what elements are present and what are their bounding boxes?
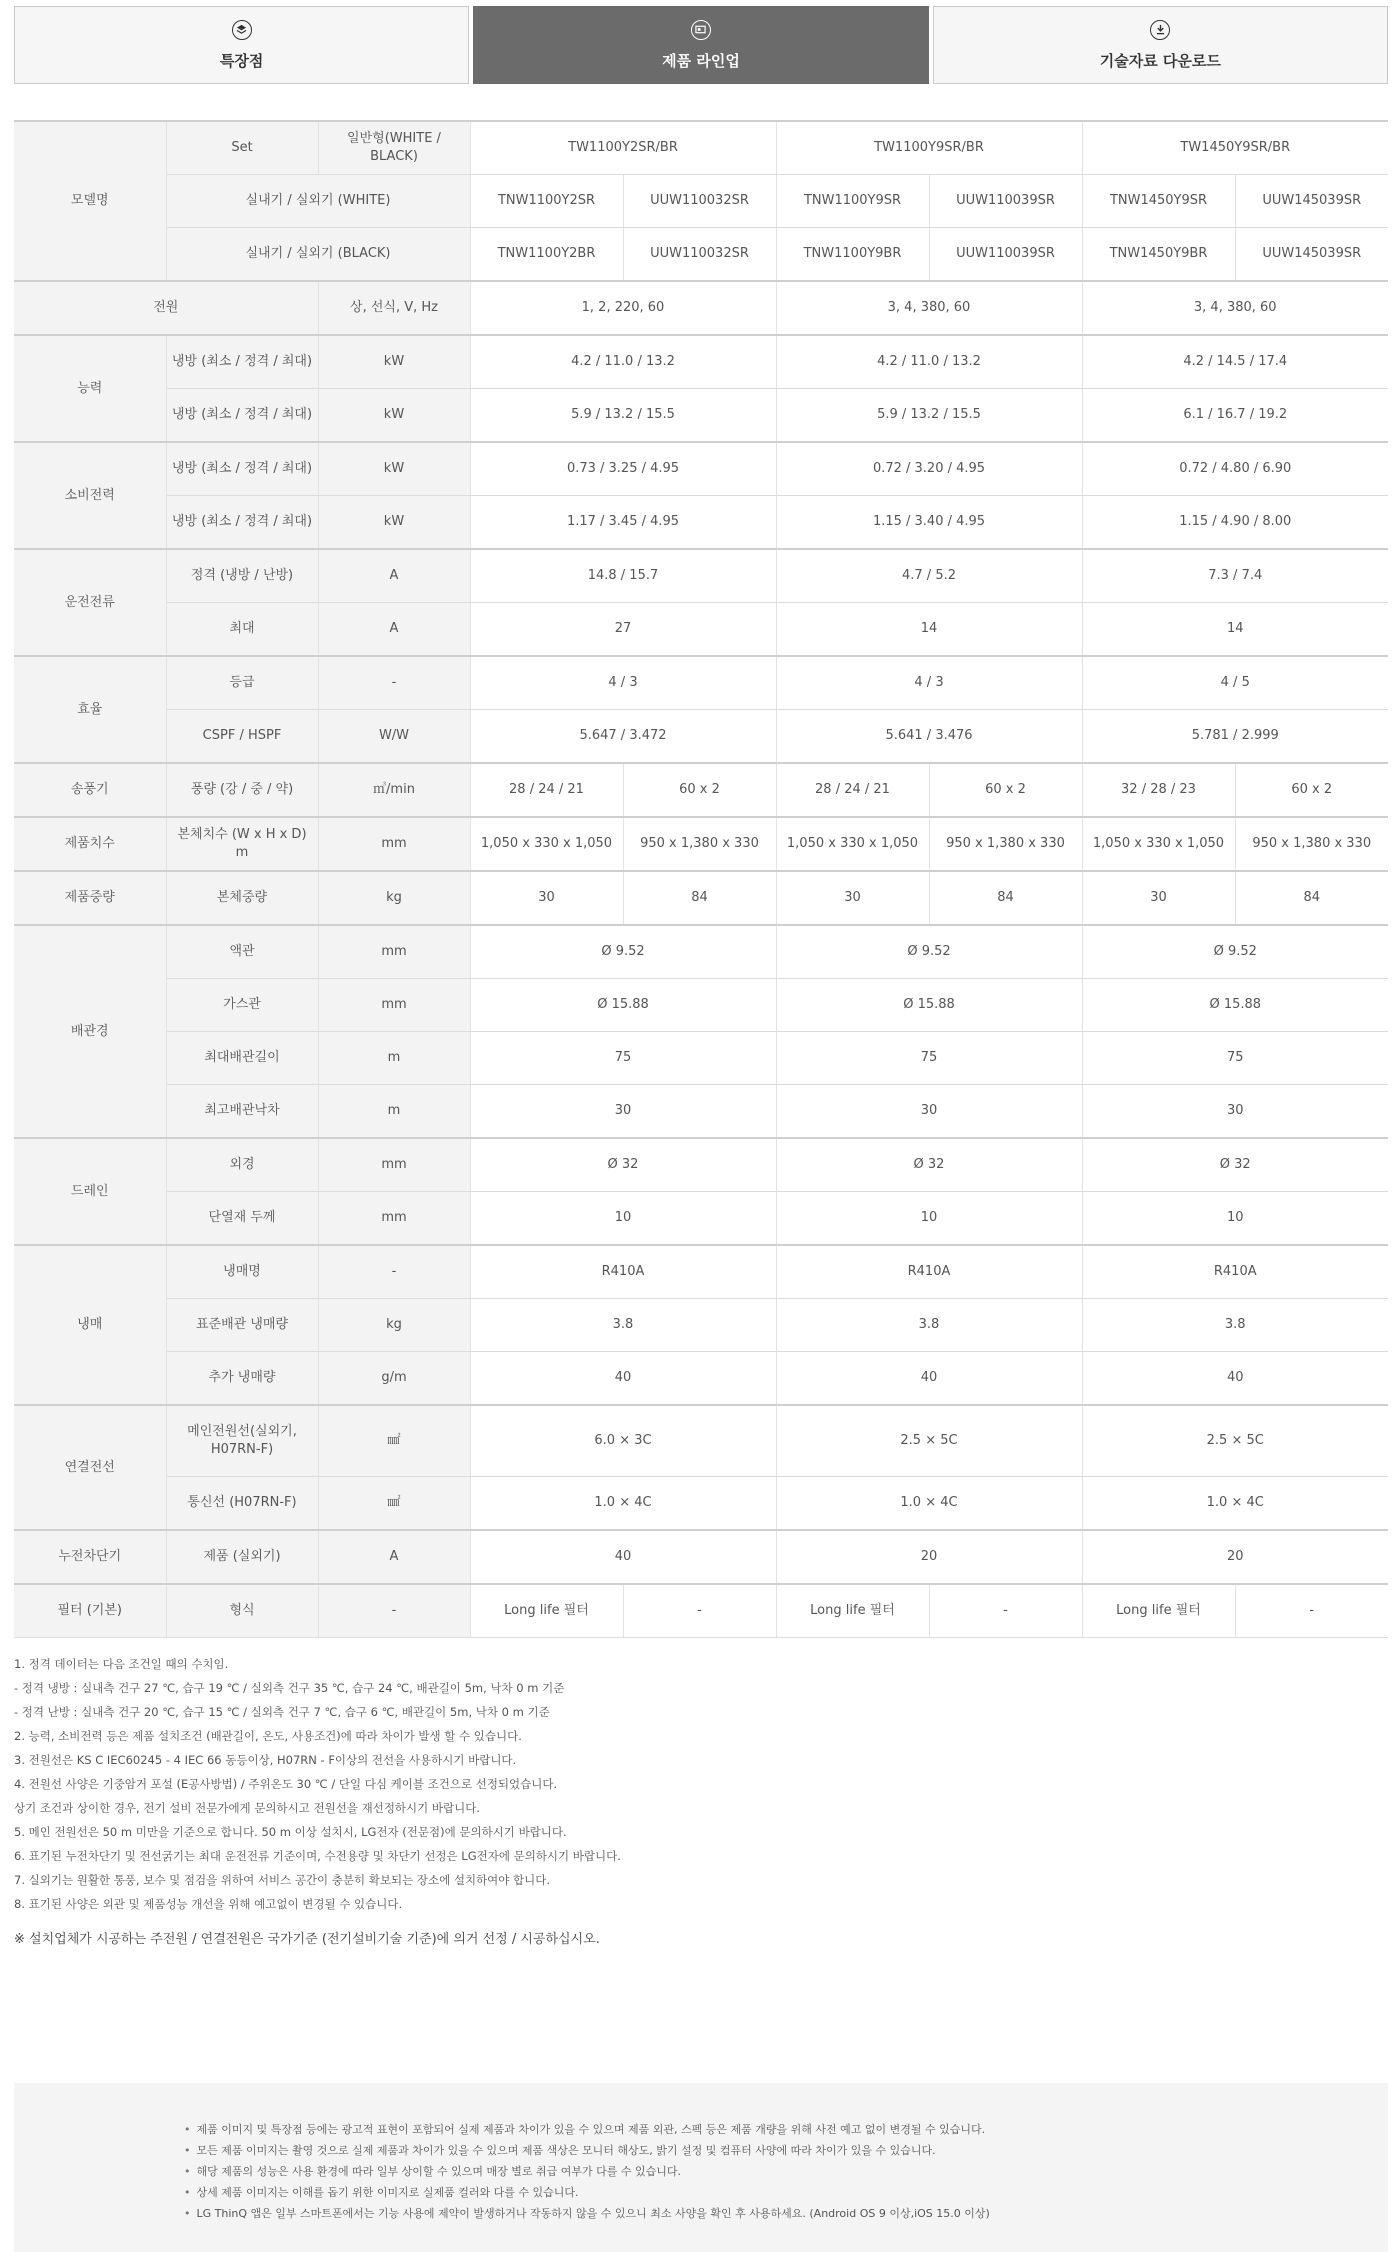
note-line: 4. 전원선 사양은 기중암거 포설 (E공사방법) / 주위온도 30 ℃ / 단일 다심 케이블 조건으로 선정되었습니다.	[14, 1777, 558, 1791]
spec-group: 효율	[14, 656, 166, 763]
spec-cell: Ø 9.52	[1082, 925, 1388, 979]
spec-label: 냉매명	[166, 1245, 318, 1299]
spec-row-refrigerant-standard	[14, 1299, 1388, 1352]
note-line: 3. 전원선은 KS C IEC60245 - 4 IEC 66 동등이상, H07RN - F이상의 전선을 사용하시기 바랍니다.	[14, 1753, 517, 1767]
spec-label: 제품 (실외기)	[166, 1530, 318, 1584]
spec-label: 냉방 (최소 / 정격 / 최대)	[166, 335, 318, 389]
spec-cell: 40	[470, 1352, 776, 1406]
spec-unit: ㎥/min	[318, 763, 470, 817]
spec-row-capacity-heating	[14, 389, 1388, 443]
spec-cell: Ø 32	[776, 1138, 1082, 1192]
spec-cell: 20	[776, 1530, 1082, 1584]
spec-cell: 10	[1082, 1192, 1388, 1246]
spec-label: 최대	[166, 603, 318, 657]
spec-cell: Long life 필터	[776, 1584, 929, 1638]
spec-cell: 60 x 2	[929, 763, 1082, 817]
spec-row-black	[14, 228, 1388, 282]
spec-cell: 1.17 / 3.45 / 4.95	[470, 496, 776, 550]
spec-row-wiring-main	[14, 1405, 1388, 1477]
spec-group: 제품치수	[14, 817, 166, 871]
spec-cell: 6.1 / 16.7 / 19.2	[1082, 389, 1388, 443]
spec-label: 풍량 (강 / 중 / 약)	[166, 763, 318, 817]
spec-cell: 75	[1082, 1032, 1388, 1085]
note-line: - 정격 냉방 : 실내측 건구 27 ℃, 습구 19 ℃ / 실외측 건구 35 ℃, 습구 24 ℃, 배관길이 5m, 낙차 0 m 기준	[14, 1681, 565, 1695]
spec-cell: R410A	[470, 1245, 776, 1299]
spec-group: 송풍기	[14, 763, 166, 817]
note-line: 1. 정격 데이터는 다음 조건일 때의 수치임.	[14, 1657, 229, 1671]
spec-cell: Ø 32	[1082, 1138, 1388, 1192]
spec-cell: TW1100Y9SR/BR	[776, 121, 1082, 175]
spec-cell: 75	[470, 1032, 776, 1085]
spec-cell: 1,050 x 330 x 1,050	[470, 817, 623, 871]
spec-row-efficiency-cspf	[14, 710, 1388, 764]
spec-cell: 10	[470, 1192, 776, 1246]
spec-label: Set	[166, 121, 318, 175]
spec-group: 운전전류	[14, 549, 166, 656]
spec-cell: 1,050 x 330 x 1,050	[1082, 817, 1235, 871]
spec-unit: kW	[318, 389, 470, 443]
spec-cell: -	[929, 1584, 1082, 1638]
spec-cell: 14.8 / 15.7	[470, 549, 776, 603]
spec-cell: 4.2 / 11.0 / 13.2	[470, 335, 776, 389]
spec-cell: -	[623, 1584, 776, 1638]
note-line: 상기 조건과 상이한 경우, 전기 설비 전문가에게 문의하시고 전원선을 재선정하시기 바랍니다.	[14, 1801, 481, 1815]
spec-cell: 3, 4, 380, 60	[1082, 281, 1388, 335]
spec-cell: 28 / 24 / 21	[470, 763, 623, 817]
spec-cell: 1.0 × 4C	[470, 1477, 776, 1531]
spec-row-filter	[14, 1584, 1388, 1638]
spec-row-power	[14, 281, 1388, 335]
spec-cell: 75	[776, 1032, 1082, 1085]
spec-row-consumption-heating	[14, 496, 1388, 550]
spec-cell: TNW1100Y2SR	[470, 175, 623, 228]
spec-label: 냉방 (최소 / 정격 / 최대)	[166, 442, 318, 496]
spec-unit: ㎟	[318, 1405, 470, 1477]
spec-cell: Long life 필터	[1082, 1584, 1235, 1638]
spec-cell: 4.2 / 14.5 / 17.4	[1082, 335, 1388, 389]
spec-group: 전원	[14, 281, 318, 335]
spec-cell: 0.72 / 4.80 / 6.90	[1082, 442, 1388, 496]
spec-label: 본체중량	[166, 871, 318, 925]
spec-row-capacity-cooling	[14, 335, 1388, 389]
spec-cell: 4 / 3	[776, 656, 1082, 710]
spec-cell: 4.2 / 11.0 / 13.2	[776, 335, 1082, 389]
spec-cell: 5.641 / 3.476	[776, 710, 1082, 764]
spec-row-piping-height	[14, 1085, 1388, 1139]
spec-row-piping-gas	[14, 979, 1388, 1032]
spec-label: 본체치수 (W x H x D) m	[166, 817, 318, 871]
spec-label: 액관	[166, 925, 318, 979]
spec-label: 단열재 두께	[166, 1192, 318, 1246]
spec-unit: mm	[318, 925, 470, 979]
spec-cell: 4 / 5	[1082, 656, 1388, 710]
spec-unit: g/m	[318, 1352, 470, 1406]
spec-unit: 상, 선식, V, Hz	[318, 281, 470, 335]
spec-cell: 30	[1082, 871, 1235, 925]
spec-cell: TNW1450Y9BR	[1082, 228, 1235, 282]
disclaimer-item: • 해당 제품의 성능은 사용 환경에 따라 일부 상이할 수 있으며 매장 별로 취급 여부가 다를 수 있습니다.	[184, 2161, 1388, 2182]
spec-unit: m	[318, 1032, 470, 1085]
spec-cell: 950 x 1,380 x 330	[1235, 817, 1388, 871]
spec-unit: mm	[318, 1192, 470, 1246]
spec-unit: m	[318, 1085, 470, 1139]
spec-cell: 1.15 / 3.40 / 4.95	[776, 496, 1082, 550]
spec-cell: 1.0 × 4C	[1082, 1477, 1388, 1531]
spec-unit: A	[318, 603, 470, 657]
spec-row-piping-length	[14, 1032, 1388, 1085]
spec-cell: 40	[776, 1352, 1082, 1406]
spec-unit: A	[318, 549, 470, 603]
spec-unit: mm	[318, 979, 470, 1032]
spec-label: 일반형(WHITE / BLACK)	[318, 121, 470, 175]
layers-icon	[232, 20, 252, 40]
spec-cell: UUW110039SR	[929, 175, 1082, 228]
spec-unit: mm	[318, 1138, 470, 1192]
spec-cell: Ø 32	[470, 1138, 776, 1192]
spec-cell: TW1100Y2SR/BR	[470, 121, 776, 175]
spec-group: 연결전선	[14, 1405, 166, 1530]
spec-label: 실내기 / 실외기 (BLACK)	[166, 228, 470, 282]
spec-cell: 28 / 24 / 21	[776, 763, 929, 817]
spec-cell: Ø 15.88	[776, 979, 1082, 1032]
spec-label: 외경	[166, 1138, 318, 1192]
spec-row-current-rated	[14, 549, 1388, 603]
spec-cell: 5.9 / 13.2 / 15.5	[470, 389, 776, 443]
spec-label: 가스관	[166, 979, 318, 1032]
spec-row-consumption-cooling	[14, 442, 1388, 496]
spec-cell: 30	[1082, 1085, 1388, 1139]
spec-cell: 950 x 1,380 x 330	[623, 817, 776, 871]
tab-label: 특장점	[219, 51, 264, 70]
spec-row-set	[14, 121, 1388, 175]
disclaimer-box	[14, 2083, 1388, 2252]
spec-row-size	[14, 817, 1388, 871]
spec-row-current-max	[14, 603, 1388, 657]
spec-label: 정격 (냉방 / 난방)	[166, 549, 318, 603]
spec-cell: 3, 4, 380, 60	[776, 281, 1082, 335]
spec-cell: 6.0 × 3C	[470, 1405, 776, 1477]
spec-cell: -	[1235, 1584, 1388, 1638]
spec-cell: Long life 필터	[470, 1584, 623, 1638]
spec-label: 냉방 (최소 / 정격 / 최대)	[166, 389, 318, 443]
spec-unit: -	[318, 1245, 470, 1299]
spec-unit: kW	[318, 442, 470, 496]
spec-cell: 40	[470, 1530, 776, 1584]
spec-group: 필터 (기본)	[14, 1584, 166, 1638]
note-line: 5. 메인 전원선은 50 m 미만을 기준으로 합니다. 50 m 이상 설치시, LG전자 (전문점)에 문의하시기 바랍니다.	[14, 1825, 567, 1839]
spec-cell: 20	[1082, 1530, 1388, 1584]
spec-label: 통신선 (H07RN-F)	[166, 1477, 318, 1531]
spec-unit: A	[318, 1530, 470, 1584]
spec-cell: 27	[470, 603, 776, 657]
note-line: 8. 표기된 사양은 외관 및 제품성능 개선을 위해 예고없이 변경될 수 있습니다.	[14, 1897, 403, 1911]
spec-cell: 5.781 / 2.999	[1082, 710, 1388, 764]
spec-label: 추가 냉매량	[166, 1352, 318, 1406]
spec-group: 소비전력	[14, 442, 166, 549]
spec-cell: TW1450Y9SR/BR	[1082, 121, 1388, 175]
spec-row-weight	[14, 871, 1388, 925]
spec-cell: 0.73 / 3.25 / 4.95	[470, 442, 776, 496]
spec-cell: 40	[1082, 1352, 1388, 1406]
tab-bar	[14, 6, 1388, 86]
note-line: 6. 표기된 누전차단기 및 전선굵기는 최대 운전전류 기준이며, 수전용량 및 차단기 선정은 LG전자에 문의하시기 바랍니다.	[14, 1849, 621, 1863]
spec-cell: R410A	[1082, 1245, 1388, 1299]
spec-cell: 3.8	[776, 1299, 1082, 1352]
spec-cell: Ø 9.52	[776, 925, 1082, 979]
spec-unit: mm	[318, 817, 470, 871]
spec-cell: 2.5 × 5C	[776, 1405, 1082, 1477]
spec-cell: 60 x 2	[623, 763, 776, 817]
spec-row-white	[14, 175, 1388, 228]
spec-cell: 14	[1082, 603, 1388, 657]
spec-cell: 1,050 x 330 x 1,050	[776, 817, 929, 871]
spec-cell: 950 x 1,380 x 330	[929, 817, 1082, 871]
spec-unit: -	[318, 1584, 470, 1638]
spec-cell: TNW1100Y9SR	[776, 175, 929, 228]
spec-cell: 60 x 2	[1235, 763, 1388, 817]
spec-cell: 7.3 / 7.4	[1082, 549, 1388, 603]
spec-cell: Ø 15.88	[470, 979, 776, 1032]
spec-cell: Ø 9.52	[470, 925, 776, 979]
disclaimer-item: • LG ThinQ 앱은 일부 스마트폰에서는 기능 사용에 제약이 발생하거나 작동하지 않을 수 있으니 최소 사양을 확인 후 사용하세요. (Android OS 9 이상,iOS 15.0 이상)	[184, 2203, 1388, 2224]
spec-group: 드레인	[14, 1138, 166, 1245]
spec-row-drain-insulation	[14, 1192, 1388, 1246]
spec-cell: 3.8	[1082, 1299, 1388, 1352]
spec-unit: W/W	[318, 710, 470, 764]
spec-row-fan	[14, 763, 1388, 817]
spec-cell: UUW110032SR	[623, 228, 776, 282]
spec-cell: 32 / 28 / 23	[1082, 763, 1235, 817]
spec-cell: UUW145039SR	[1235, 228, 1388, 282]
spec-label: 메인전원선(실외기, H07RN-F)	[166, 1405, 318, 1477]
download-icon	[1150, 20, 1170, 40]
spec-unit: kg	[318, 1299, 470, 1352]
spec-table	[14, 120, 1388, 1638]
spec-label: 냉방 (최소 / 정격 / 최대)	[166, 496, 318, 550]
spec-unit: ㎟	[318, 1477, 470, 1531]
tab-label: 제품 라인업	[662, 51, 740, 70]
disclaimer-item: • 상세 제품 이미지는 이해를 돕기 위한 이미지로 실제품 컬러와 다를 수 있습니다.	[184, 2182, 1388, 2203]
spec-cell: 30	[470, 871, 623, 925]
installation-notice: ※ 설치업체가 시공하는 주전원 / 연결전원은 국가기준 (전기설비기술 기준)에 의거 선정 / 시공하십시오.	[14, 1932, 600, 1947]
spec-row-wiring-comm	[14, 1477, 1388, 1531]
spec-cell: 1, 2, 220, 60	[470, 281, 776, 335]
note-line: 7. 실외기는 원활한 통풍, 보수 및 점검을 위하여 서비스 공간이 충분히 확보되는 장소에 설치하여야 합니다.	[14, 1873, 551, 1887]
spec-cell: 4 / 3	[470, 656, 776, 710]
spec-row-efficiency-grade	[14, 656, 1388, 710]
spec-unit: kg	[318, 871, 470, 925]
tab-label: 기술자료 다운로드	[1099, 51, 1221, 70]
spec-cell: 3.8	[470, 1299, 776, 1352]
spec-cell: 30	[470, 1085, 776, 1139]
spec-row-drain-diameter	[14, 1138, 1388, 1192]
spec-cell: 30	[776, 871, 929, 925]
spec-label: CSPF / HSPF	[166, 710, 318, 764]
spec-cell: UUW110032SR	[623, 175, 776, 228]
spec-cell: UUW110039SR	[929, 228, 1082, 282]
spec-cell: TNW1100Y9BR	[776, 228, 929, 282]
spec-unit: kW	[318, 335, 470, 389]
spec-label: 실내기 / 실외기 (WHITE)	[166, 175, 470, 228]
spec-cell: R410A	[776, 1245, 1082, 1299]
spec-cell: Ø 15.88	[1082, 979, 1388, 1032]
spec-row-refrigerant-additional	[14, 1352, 1388, 1406]
spec-cell: 30	[776, 1085, 1082, 1139]
spec-group: 배관경	[14, 925, 166, 1138]
spec-cell: UUW145039SR	[1235, 175, 1388, 228]
spec-cell: 14	[776, 603, 1082, 657]
spec-cell: 5.9 / 13.2 / 15.5	[776, 389, 1082, 443]
spec-cell: 2.5 × 5C	[1082, 1405, 1388, 1477]
spec-cell: 1.0 × 4C	[776, 1477, 1082, 1531]
note-line: - 정격 난방 : 실내측 건구 20 ℃, 습구 15 ℃ / 실외측 건구 7 ℃, 습구 6 ℃, 배관길이 5m, 낙차 0 m 기준	[14, 1705, 550, 1719]
spec-cell: 10	[776, 1192, 1082, 1246]
spec-notes	[14, 1652, 1388, 1916]
note-line: 2. 능력, 소비전력 등은 제품 설치조건 (배관길이, 온도, 사용조건)에 따라 차이가 발생 할 수 있습니다.	[14, 1729, 522, 1743]
spec-group: 누전차단기	[14, 1530, 166, 1584]
spec-label: 형식	[166, 1584, 318, 1638]
spec-cell: TNW1450Y9SR	[1082, 175, 1235, 228]
spec-cell: 1.15 / 4.90 / 8.00	[1082, 496, 1388, 550]
spec-cell: 84	[1235, 871, 1388, 925]
spec-cell: 84	[929, 871, 1082, 925]
tab-product-lineup[interactable]	[473, 6, 928, 84]
spec-group: 제품중량	[14, 871, 166, 925]
card-icon	[691, 20, 711, 40]
disclaimer-item: • 모든 제품 이미지는 촬영 것으로 실제 제품과 차이가 있을 수 있으며 제품 색상은 모니터 해상도, 밝기 설정 및 컴퓨터 사양에 따라 차이가 있을 수 있습니다.	[184, 2140, 1388, 2161]
disclaimer-item: • 제품 이미지 및 특장점 등에는 광고적 표현이 포함되어 실제 제품과 차이가 있을 수 있으며 제품 외관, 스펙 등은 제품 개량을 위해 사전 예고 없이 변경될 수 있습니다.	[184, 2119, 1388, 2140]
spec-label: 최고배관낙차	[166, 1085, 318, 1139]
spec-group: 냉매	[14, 1245, 166, 1405]
spec-row-breaker	[14, 1530, 1388, 1584]
spec-row-piping-liquid	[14, 925, 1388, 979]
spec-group: 모델명	[14, 121, 166, 281]
tab-features[interactable]	[14, 6, 469, 84]
spec-cell: 0.72 / 3.20 / 4.95	[776, 442, 1082, 496]
spec-row-refrigerant-name	[14, 1245, 1388, 1299]
tab-tech-download[interactable]	[933, 6, 1388, 84]
spec-label: 등급	[166, 656, 318, 710]
spec-group: 능력	[14, 335, 166, 442]
spec-cell: 84	[623, 871, 776, 925]
spec-cell: TNW1100Y2BR	[470, 228, 623, 282]
spec-label: 최대배관길이	[166, 1032, 318, 1085]
spec-cell: 4.7 / 5.2	[776, 549, 1082, 603]
spec-cell: 5.647 / 3.472	[470, 710, 776, 764]
spec-unit: -	[318, 656, 470, 710]
spec-label: 표준배관 냉매량	[166, 1299, 318, 1352]
spec-unit: kW	[318, 496, 470, 550]
